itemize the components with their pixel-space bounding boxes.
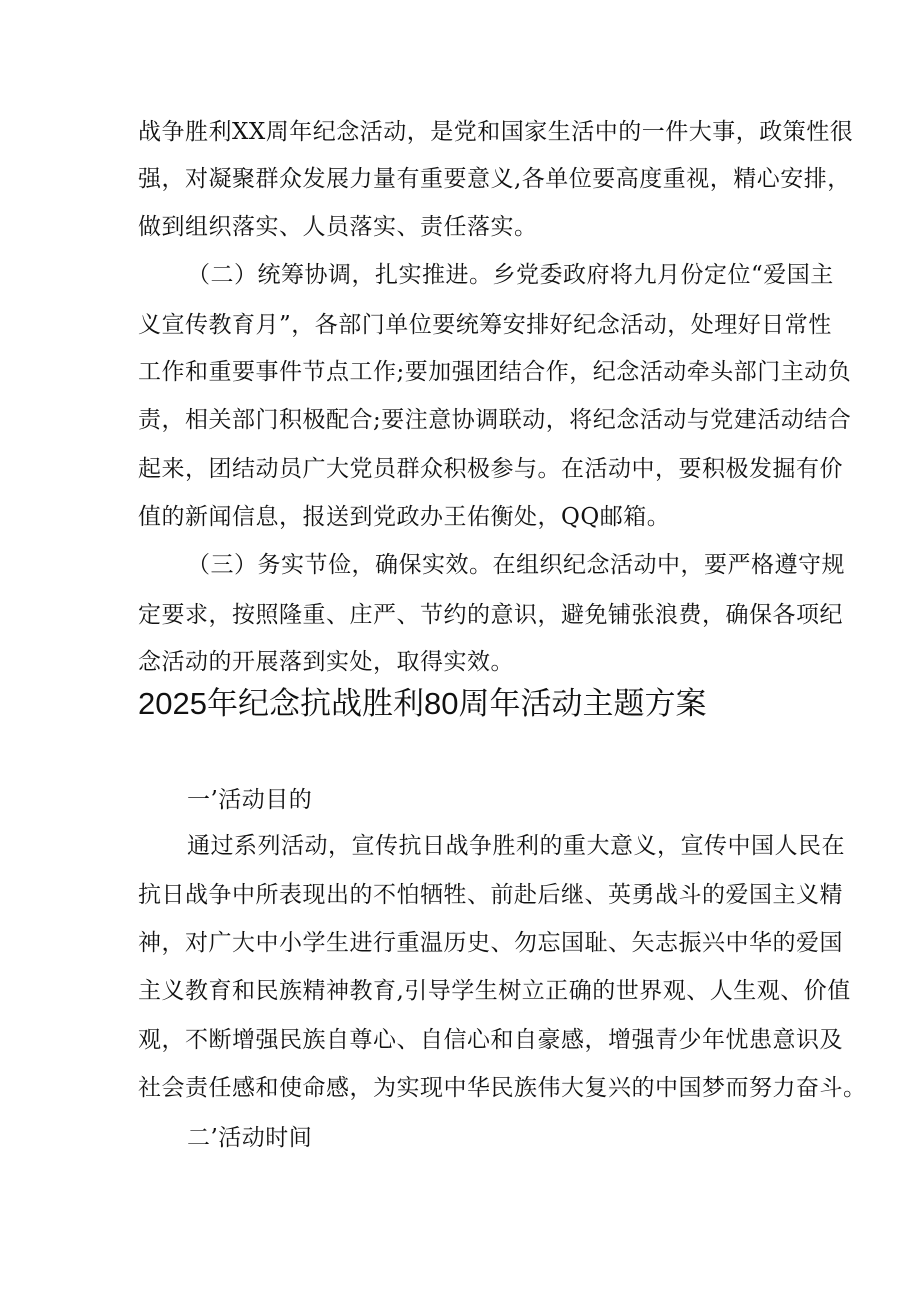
section-heading: 一’活动目的 xyxy=(187,787,313,813)
text-line: 值的新闻信息，报送到党政办王佑衡处，QQ邮箱。 xyxy=(138,504,671,530)
text-line: 起来，团结动员广大党员群众积极参与。在活动中，要积极发掘有价 xyxy=(138,456,843,482)
text-line: 战争胜利XX周年纪念活动，是党和国家生活中的一件大事，政策性很 xyxy=(138,119,854,145)
text-line: （二）统筹协调，扎实推进。乡党委政府将九月份定位“爱国主 xyxy=(187,262,834,288)
text-line: 抗日战争中所表现出的不怕牺牲、前赴后继、英勇战斗的爱国主义精 xyxy=(138,882,843,908)
text-line: （三）务实节俭，确保实效。在组织纪念活动中，要严格遵守规 xyxy=(187,552,845,578)
text-line: 通过系列活动，宣传抗日战争胜利的重大意义，宣传中国人民在 xyxy=(187,833,845,859)
text-line: 念活动的开展落到实处，取得实效。 xyxy=(138,649,514,675)
section-heading: 二’活动时间 xyxy=(187,1125,313,1151)
text-line: 社会责任感和使命感，为实现中华民族伟大复兴的中国梦而努力奋斗。 xyxy=(138,1075,867,1101)
document-title: 2025年纪念抗战胜利80周年活动主题方案 xyxy=(138,686,707,721)
text-line: 做到组织落实、人员落实、责任落实。 xyxy=(138,214,538,240)
text-line: 义宣传教育月”，各部门单位要统筹安排好纪念活动，处理好日常性 xyxy=(138,312,832,338)
text-line: 工作和重要事件节点工作;要加强团结合作，纪念活动牵头部门主动负 xyxy=(138,359,852,385)
text-line: 定要求，按照隆重、庄严、节约的意识，避免铺张浪费，确保各项纪 xyxy=(138,602,843,628)
text-line: 强，对凝聚群众发展力量有重要意义,各单位要高度重视，精心安排， xyxy=(138,166,851,192)
text-line: 观，不断增强民族自尊心、自信心和自豪感，增强青少年忧患意识及 xyxy=(138,1027,843,1053)
text-line: 主义教育和民族精神教育,引导学生树立正确的世界观、人生观、价值 xyxy=(138,978,851,1004)
text-line: 责，相关部门积极配合;要注意协调联动，将纪念活动与党建活动结合 xyxy=(138,407,852,433)
text-line: 神，对广大中小学生进行重温历史、勿忘国耻、矢志振兴中华的爱国 xyxy=(138,930,843,956)
